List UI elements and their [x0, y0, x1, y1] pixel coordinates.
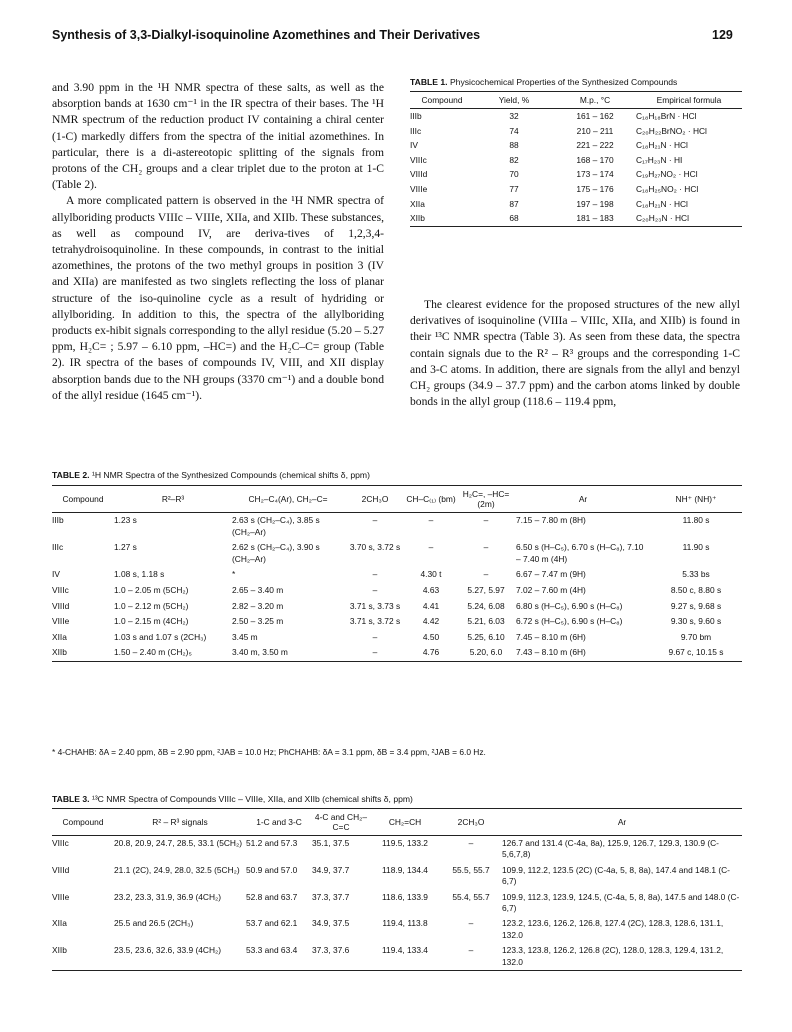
table-cell: XIIa	[410, 198, 425, 209]
table-cell: 77	[509, 183, 519, 194]
table-cell: C₂₀H₂₂BrNO₂ · HCl	[636, 125, 707, 136]
table-header: Compound	[52, 486, 114, 513]
table-cell: 88	[509, 140, 519, 151]
table-cell: –	[428, 542, 434, 553]
table-cell: C₁₈H₁₈BrN · HCl	[636, 111, 697, 121]
table-cell: 37.3, 37.6	[312, 943, 370, 970]
table-cell: 6.50 s (H–C₅), 6.70 s (H–C₈), 7.10 – 7.40 m (4H)	[516, 542, 644, 564]
table-cell: 87	[509, 198, 519, 209]
table-cell: 2.65 – 3.40 m	[232, 584, 284, 595]
table-cell: VIIIc	[52, 584, 69, 595]
table-cell: 35.1, 37.5	[312, 838, 350, 848]
table-cell: 1.23 s	[114, 515, 137, 525]
table-cell: 21.1 (2C), 24.9, 28.0, 32.5 (5CH₂)	[114, 864, 240, 875]
table3-caption: TABLE 3. ¹³C NMR Spectra of Compounds VIIIc – VIIIe, XIIa, and XIIb (chemical shifts δ, ppm)	[52, 794, 413, 804]
table-header: Yield, %	[474, 92, 554, 109]
table-cell: C₁₉H₂₇NO₂ · HCl	[636, 169, 698, 180]
table-cell: VIIIc	[52, 838, 69, 848]
table-header: Ar	[502, 809, 742, 836]
table-cell: 197 – 198	[576, 198, 614, 209]
table-cell: VIIIe	[410, 183, 428, 194]
table-row	[410, 124, 742, 139]
table-cell: 1.0 – 2.05 m (5CH₂)	[114, 584, 189, 595]
table-cell: 123.2, 123.6, 126.2, 126.8, 127.4 (2C), 128.3, 128.6, 131.1, 132.0	[502, 918, 724, 940]
table-cell: 6.72 s (H–C₅), 6.90 s (H–C₈)	[516, 616, 623, 627]
table-cell: –	[468, 918, 474, 929]
table-cell: 119.5, 133.2	[382, 838, 428, 848]
table-header: 4-C and CH₂–C=C	[312, 809, 370, 836]
table-cell: –	[428, 515, 434, 525]
table-cell: 1.03 s and 1.07 s (2CH₃)	[114, 631, 207, 642]
table-cell: 8.50 c, 8.80 s	[670, 584, 722, 595]
table-row	[52, 599, 742, 615]
table-cell: 5.21, 6.03	[467, 616, 505, 627]
table-cell: 70	[509, 169, 519, 180]
table-cell: 5.24, 6.08	[467, 600, 505, 611]
table-cell: 1.50 – 2.40 m (CH₂)₅	[114, 645, 232, 661]
table-cell: –	[483, 515, 489, 525]
table-row	[52, 614, 742, 630]
table-cell: XIIb	[410, 211, 474, 226]
table-cell: 4.30 t	[420, 569, 442, 580]
table-cell: 55.4, 55.7	[452, 891, 490, 902]
table-header: R²–R³	[114, 486, 232, 513]
table-cell: 20.8, 20.9, 24.7, 28.5, 33.1 (5CH₂)	[114, 838, 243, 848]
table-cell: 4.41	[422, 600, 440, 611]
table-cell: –	[440, 943, 502, 970]
table-header: Empirical formula	[636, 92, 742, 109]
table-cell: VIIId	[52, 600, 70, 611]
table-cell: –	[372, 631, 378, 642]
table-cell: C₁₈H₂₁N · HCl	[636, 140, 688, 151]
table-cell: IIIb	[410, 111, 422, 121]
table-row	[52, 645, 742, 661]
table-row	[52, 567, 742, 583]
table3	[52, 808, 742, 971]
table-cell: 55.5, 55.7	[452, 864, 490, 875]
table-cell: 23.2, 23.3, 31.9, 36.9 (4CH₂)	[114, 891, 222, 902]
table-cell: VIIIe	[52, 616, 70, 627]
table-cell: 52.8 and 63.7	[246, 891, 298, 902]
table-cell: 1.08 s, 1.18 s	[114, 569, 165, 580]
table-header: Compound	[410, 92, 474, 109]
table-cell: C₁₇H₂₃N · HI	[636, 154, 683, 165]
table-row	[410, 167, 742, 182]
table-header: R² – R³ signals	[114, 809, 246, 836]
table-row	[52, 890, 742, 917]
table-row	[52, 583, 742, 599]
table-cell: 2.63 s (CH₂–C₄), 3.85 s (CH₂–Ar)	[232, 515, 320, 537]
table-row	[410, 211, 742, 226]
table-cell: –	[372, 515, 378, 525]
table-header: 2CH₃O	[344, 486, 406, 513]
table-cell: IIIb	[52, 515, 64, 525]
table-cell: IIIc	[410, 125, 422, 136]
table-row	[410, 109, 742, 124]
table-row	[410, 138, 742, 153]
table-header: M.p., °C	[554, 92, 636, 109]
table-cell: 5.20, 6.0	[456, 645, 516, 661]
table-cell: 32	[509, 111, 519, 121]
table-cell: IV	[410, 140, 418, 151]
left-column	[52, 80, 384, 404]
table-cell: 3.45 m	[232, 631, 258, 642]
table-cell: –	[468, 838, 474, 848]
table-cell: 175 – 176	[576, 183, 614, 194]
table-cell: 109.9, 112.2, 123.5 (2C) (C-4a, 5, 8, 8a), 147.4 and 148.1 (C-6,7)	[502, 864, 730, 887]
table-cell: 37.3, 37.7	[312, 891, 350, 902]
table-cell: 119.4, 133.4	[370, 943, 440, 970]
table-cell: 9.27 s, 9.68 s	[670, 600, 722, 611]
page-number: 129	[712, 28, 733, 42]
table2-footnote: * 4-CHAHB: δA = 2.40 ppm, δB = 2.90 ppm, ²JAB = 10.0 Hz; PhCHAHB: δA = 3.1 ppm, δB = 3.4 ppm, ²JAB = 6.0 Hz.	[52, 747, 486, 757]
table-row	[52, 943, 742, 970]
table-cell: 25.5 and 26.5 (2CH₃)	[114, 918, 194, 929]
table-row	[52, 540, 742, 567]
table-cell: –	[372, 584, 378, 595]
table-cell: C₂₀H₂₃N · HCl	[636, 211, 742, 226]
table-cell: 2.82 – 3.20 m	[232, 600, 284, 611]
paragraph: and 3.90 ppm in the ¹H NMR spectra of these salts, as well as the absorption bands at 1630 cm⁻¹ in the IR spectra of their bases. The ¹H NMR spectrum of the reduction product IV containing a chiral center (1-C) markedly differs from the spectra of the initial azomethines. In particular, there is a di-astereotopic splitting of the signals from protons of the CH₂ groups and a clear triplet due to the proton at 1-C (Table 2).	[52, 81, 384, 192]
table-cell: –	[483, 542, 489, 553]
table-cell: –	[483, 569, 489, 580]
table-cell: 34.9, 37.7	[312, 864, 350, 875]
table-row	[410, 182, 742, 197]
table-cell: 221 – 222	[576, 140, 614, 151]
table-cell: 5.27, 5.97	[467, 584, 505, 595]
table-cell: 118.6, 133.9	[382, 891, 428, 902]
table-cell: 9.30 s, 9.60 s	[670, 616, 722, 627]
table-cell: 3.70 s, 3.72 s	[349, 542, 401, 553]
table-cell: 126.7 and 131.4 (C-4a, 8a), 125.9, 126.7, 129.3, 130.9 (C-5,6,7,8)	[502, 838, 719, 860]
table-cell: 9.70 bm	[680, 631, 712, 642]
table-row	[52, 630, 742, 646]
table-cell: VIIIc	[410, 154, 427, 165]
table-row	[52, 863, 742, 890]
paragraph: A more complicated pattern is observed in the ¹H NMR spectra of allylboriding products VIIIc – VIIIe, XIIa, and XIIb. These substances, as well as compound IV, are deriva-tives of 1,2,3,4-tetrahydroisoquinoline. In these compounds, in contrast to the initial azomethines, the protons of the two methyl groups in position 3 (IV and XIIa) are manifested as two singlets reflecting the loss of planar structure of the iso-quinoline cycle as a result of hydriding or allylboriding. In addition to this, the spectra of the allylboriding products ex-hibit signals corresponding to the allyl residue (5.20 – 5.27 ppm, H₂C= ; 5.97 – 6.10 ppm, –HC=) and the H₂C–C= group (Table 2). IR spectra of the bases of compounds IV, VIII, and XII display absorption bands due to the NH groups (3370 cm⁻¹) and a double bond of the allyl residue (1645 cm⁻¹).	[52, 194, 384, 402]
table-cell: 11.80 s	[682, 515, 710, 525]
table1-caption: TABLE 1. Physicochemical Properties of the Synthesized Compounds	[410, 77, 678, 87]
table-cell: *	[232, 569, 236, 580]
table-cell: 6.80 s (H–C₅), 6.90 s (H–C₈)	[516, 600, 623, 611]
table-cell: XIIb	[52, 943, 114, 970]
table2-caption: TABLE 2. ¹H NMR Spectra of the Synthesized Compounds (chemical shifts δ, ppm)	[52, 470, 370, 480]
table-cell: 2.62 s (CH₂–C₄), 3.90 s (CH₂–Ar)	[232, 542, 320, 564]
table-cell: 173 – 174	[576, 169, 614, 180]
table-cell: 3.71 s, 3.73 s	[349, 600, 401, 611]
table-cell: 123.3, 123.8, 126.2, 126.8 (2C), 128.0, 128.3, 129.4, 131.2, 132.0	[502, 943, 742, 970]
table-cell: 181 – 183	[554, 211, 636, 226]
table-cell: 51.2 and 57.3	[246, 838, 298, 848]
table-cell: 53.7 and 62.1	[246, 918, 298, 929]
table-row	[52, 916, 742, 943]
table-cell: 1.0 – 2.15 m (4CH₂)	[114, 616, 189, 627]
table-cell: 109.9, 112.3, 123.9, 124.5, (C-4a, 5, 8, 8a), 147.5 and 148.0 (C-6,7)	[502, 891, 740, 914]
table-cell: VIIIe	[52, 891, 70, 902]
table-cell: 2.50 – 3.25 m	[232, 616, 284, 627]
table-cell: 1.27 s	[114, 542, 137, 553]
table-cell: 23.5, 23.6, 32.6, 33.9 (4CH₂)	[114, 943, 246, 970]
table-cell: 119.4, 113.8	[382, 918, 428, 929]
table-header: H₂C=, –HC= (2m)	[456, 486, 516, 513]
table-cell: 4.50	[422, 631, 440, 642]
table-row	[52, 513, 742, 541]
table-cell: 9.67 c, 10.15 s	[650, 645, 742, 661]
table-cell: 4.42	[422, 616, 440, 627]
table-cell: XIIb	[52, 645, 114, 661]
table-cell: 7.02 – 7.60 m (4H)	[516, 584, 586, 595]
table-cell: 3.71 s, 3.72 s	[349, 616, 401, 627]
table-cell: XIIa	[52, 918, 67, 929]
table2	[52, 485, 742, 662]
table-header: CH₂–C₄(Ar), CH₂–C=	[232, 486, 344, 513]
table-cell: 3.40 m, 3.50 m	[232, 645, 344, 661]
table-cell: 118.9, 134.4	[382, 864, 428, 875]
table-cell: 7.43 – 8.10 m (6H)	[516, 645, 650, 661]
table-cell: 34.9, 37.5	[312, 918, 350, 929]
table-cell: 74	[509, 125, 519, 136]
table-cell: 68	[474, 211, 554, 226]
table-cell: 6.67 – 7.47 m (9H)	[516, 569, 586, 580]
table-cell: 210 – 211	[576, 125, 614, 136]
table-cell: 4.63	[422, 584, 440, 595]
table-cell: 1.0 – 2.12 m (5CH₂)	[114, 600, 189, 611]
table-cell: VIIId	[410, 169, 428, 180]
table-header: 1-C and 3-C	[246, 809, 312, 836]
table-cell: 4.76	[406, 645, 456, 661]
table-cell: C₁₈H₂₁N · HCl	[636, 198, 688, 209]
table-cell: 168 – 170	[576, 154, 614, 165]
paragraph: The clearest evidence for the proposed structures of the new allyl derivatives of isoquinoline (VIIIa – VIIIc, XIIa, and XIIb) is found in their ¹³C NMR spectra (Table 3). As seen from these data, the spectra contain signals due to the R² – R³ groups and the corresponding 1-C and 3-C atoms. In addition, there are signals from the allyl and benzyl CH₂ groups (34.9 – 37.7 ppm) and the carbon atoms linked by double bonds in the allyl group (118.6 – 119.4 ppm,	[410, 298, 740, 409]
table-row	[52, 836, 742, 863]
table-cell: IIIc	[52, 542, 64, 553]
table-cell: 50.9 and 57.0	[246, 864, 298, 875]
table-cell: –	[372, 569, 378, 580]
table-cell: 161 – 162	[576, 111, 614, 121]
table-header: CH–C₍₁₎ (bm)	[406, 486, 456, 513]
table1	[410, 91, 742, 227]
table-cell: 11.90 s	[682, 542, 710, 553]
running-header-title: Synthesis of 3,3-Dialkyl-isoquinoline Azomethines and Their Derivatives	[52, 28, 481, 42]
table-header: NH⁺ (NH)⁺	[650, 486, 742, 513]
table-header: Ar	[516, 486, 650, 513]
table-cell: XIIa	[52, 631, 67, 642]
table-header: CH₂=CH	[370, 809, 440, 836]
table-row	[410, 153, 742, 168]
table-header: Compound	[52, 809, 114, 836]
table-cell: 82	[509, 154, 519, 165]
table-cell: 5.25, 6.10	[467, 631, 505, 642]
right-column	[410, 297, 740, 410]
table-cell: IV	[52, 569, 60, 580]
table-cell: 5.33 bs	[682, 569, 710, 580]
table-header: 2CH₃O	[440, 809, 502, 836]
table-cell: 53.3 and 63.4	[246, 943, 312, 970]
table-cell: 7.15 – 7.80 m (8H)	[516, 515, 586, 525]
table-cell: –	[344, 645, 406, 661]
table-cell: VIIId	[52, 864, 70, 875]
table-row	[410, 197, 742, 212]
table-cell: C₁₈H₂₅NO₂ · HCl	[636, 183, 699, 194]
table-cell: 7.45 – 8.10 m (6H)	[516, 631, 586, 642]
